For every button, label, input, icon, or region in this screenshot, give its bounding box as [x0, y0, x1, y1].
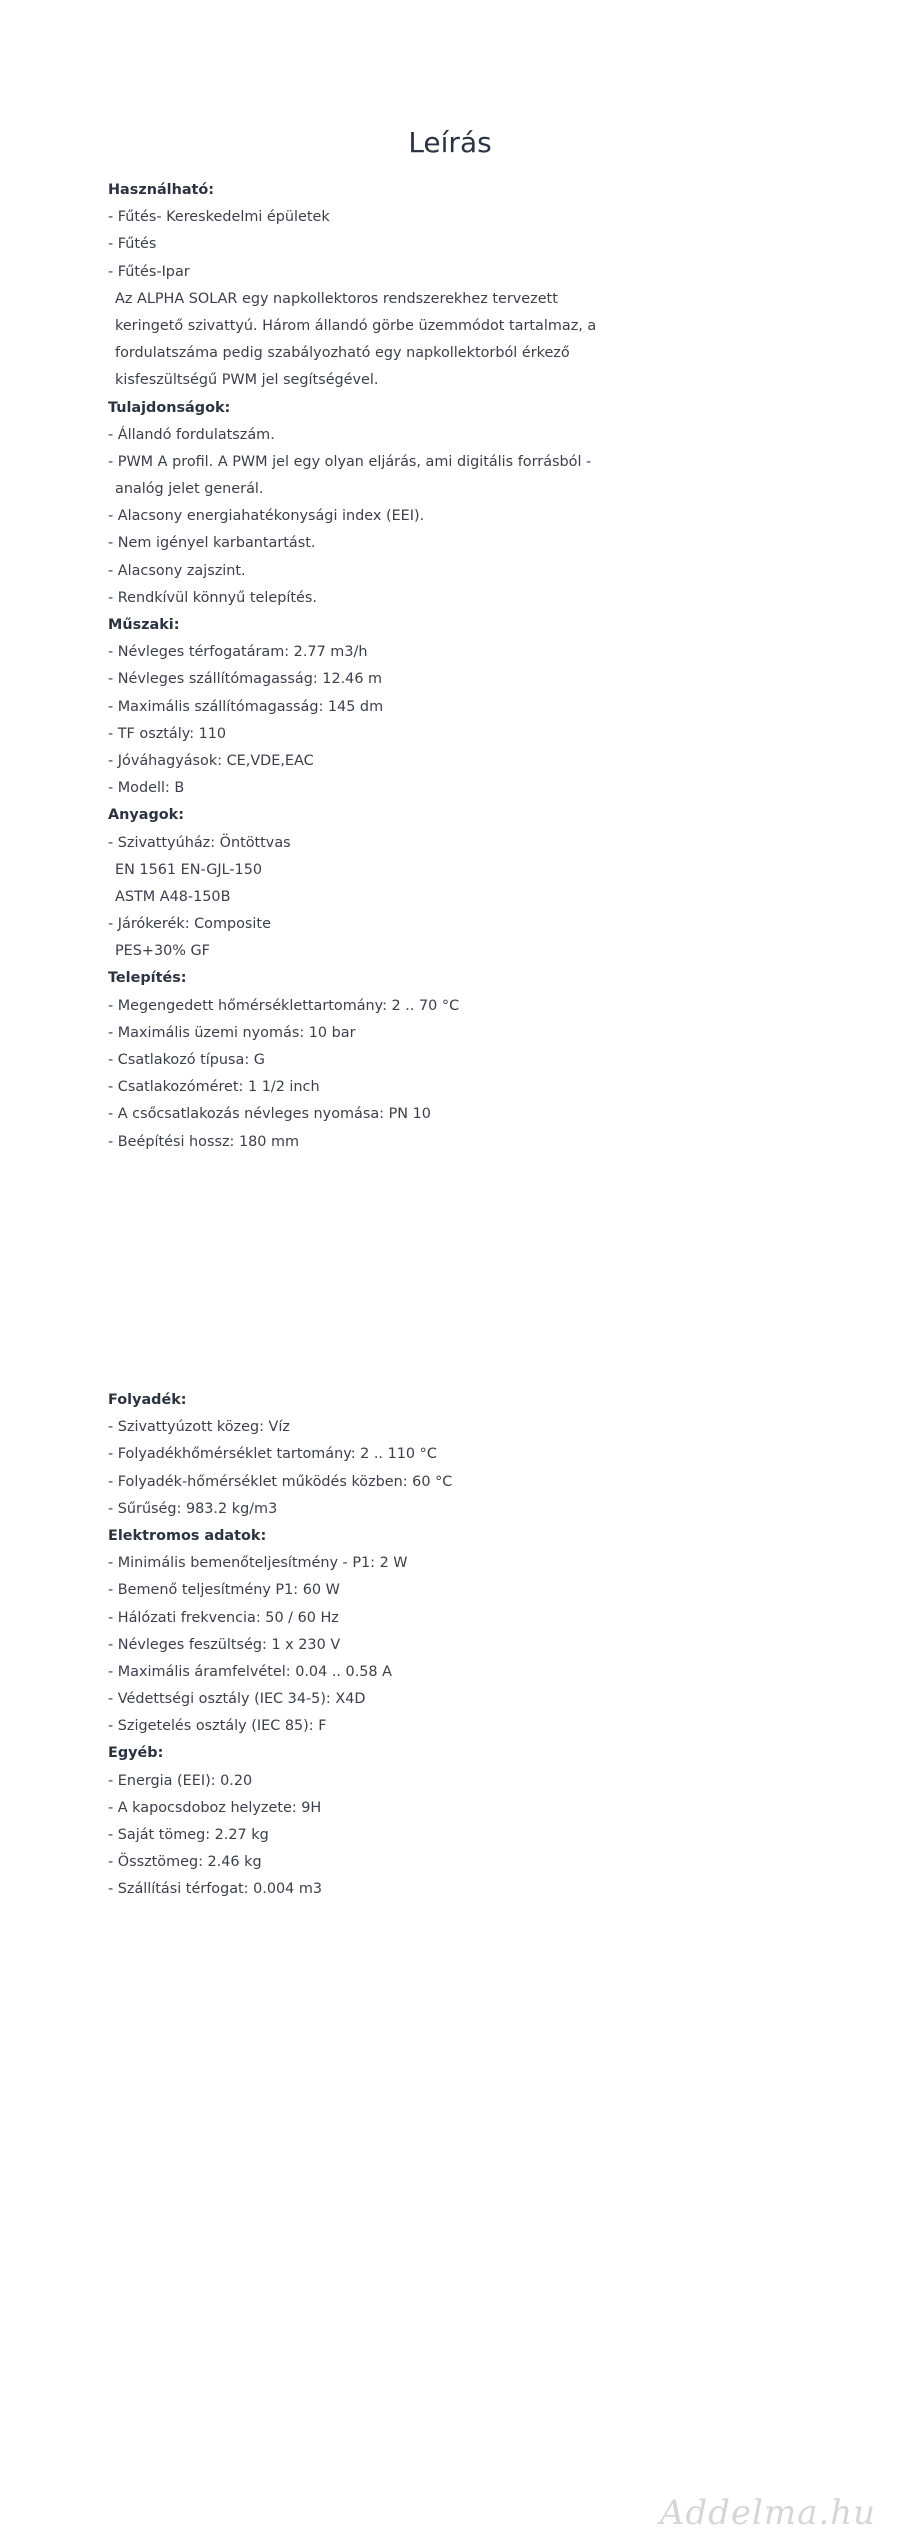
section-heading: Telepítés:	[108, 970, 187, 987]
description-line: analóg jelet generál.	[115, 481, 264, 498]
description-line: - Szivattyúzott közeg: Víz	[108, 1419, 290, 1436]
description-line: kisfeszültségű PWM jel segítségével.	[115, 372, 379, 389]
description-line: - Bemenő teljesítmény P1: 60 W	[108, 1582, 340, 1599]
description-line: - Megengedett hőmérséklettartomány: 2 .. 70 °C	[108, 997, 460, 1014]
section-heading: Elektromos adatok:	[108, 1527, 267, 1544]
description-line: - Állandó fordulatszám.	[108, 426, 275, 443]
description-line: - Össztömeg: 2.46 kg	[108, 1854, 262, 1871]
description-line: - Jóváhagyások: CE,VDE,EAC	[108, 752, 314, 769]
description-line: - Szigetelés osztály (IEC 85): F	[108, 1718, 327, 1735]
description-line: Az ALPHA SOLAR egy napkollektoros rendszerekhez tervezett	[115, 290, 558, 307]
description-line: - Névleges feszültség: 1 x 230 V	[108, 1636, 341, 1653]
description-line: - Saját tömeg: 2.27 kg	[108, 1827, 269, 1843]
description-block-2	[108, 1387, 628, 1904]
description-line: - Névleges térfogatáram: 2.77 m3/h	[108, 644, 368, 661]
description-line: - Szállítási térfogat: 0.004 m3	[108, 1881, 323, 1898]
description-line: - A kapocsdoboz helyzete: 9H	[108, 1799, 322, 1816]
description-line: PES+30% GF	[115, 943, 210, 960]
description-line: - Névleges szállítómagasság: 12.46 m	[108, 671, 383, 688]
description-line: - TF osztály: 110	[108, 725, 227, 742]
description-line: - Rendkívül könnyű telepítés.	[108, 589, 317, 606]
page-title: Leírás	[408, 126, 492, 159]
description-line: - Fűtés	[108, 236, 157, 253]
description-line: - Fűtés- Kereskedelmi épületek	[108, 209, 330, 226]
description-line: - Folyadék-hőmérséklet működés közben: 60 °C	[108, 1473, 453, 1490]
watermark-logo: Addelma.hu	[659, 2493, 876, 2533]
description-line: - A csőcsatlakozás névleges nyomása: PN 10	[108, 1106, 431, 1123]
description-line: - Modell: B	[108, 780, 185, 797]
description-line: - Csatlakozó típusa: G	[108, 1052, 265, 1068]
section-heading: Műszaki:	[108, 617, 180, 633]
description-line: - PWM A profil. A PWM jel egy olyan eljárás, ami digitális forrásból -	[108, 453, 592, 470]
section-heading: Folyadék:	[108, 1392, 187, 1408]
section-heading: Anyagok:	[108, 807, 184, 824]
description-line: keringető szivattyú. Három állandó görbe üzemmódot tartalmaz, a	[115, 317, 597, 334]
description-line: - Folyadékhőmérséklet tartomány: 2 .. 110 °C	[108, 1446, 437, 1463]
description-line: - Szivattyúház: Öntöttvas	[108, 834, 291, 851]
description-line: - Alacsony zajszint.	[108, 562, 246, 579]
section-heading: Használható:	[108, 182, 215, 198]
description-line: - Maximális áramfelvétel: 0.04 .. 0.58 A	[108, 1663, 392, 1680]
description-line: - Energia (EEI): 0.20	[108, 1772, 253, 1789]
description-line: - Beépítési hossz: 180 mm	[108, 1133, 300, 1150]
section-heading: Tulajdonságok:	[108, 399, 231, 416]
description-line: - Alacsony energiahatékonysági index (EEI).	[108, 508, 425, 525]
description-line: - Maximális szállítómagasság: 145 dm	[108, 698, 384, 715]
description-line: EN 1561 EN-GJL-150	[115, 861, 263, 878]
description-line: - Védettségi osztály (IEC 34-5): X4D	[108, 1691, 366, 1708]
description-line: - Minimális bemenőteljesítmény - P1: 2 W	[108, 1555, 408, 1572]
description-block-1	[108, 177, 628, 1156]
description-line: - Sűrűség: 983.2 kg/m3	[108, 1500, 278, 1517]
description-line: fordulatszáma pedig szabályozható egy napkollektorból érkező	[115, 345, 570, 362]
description-line: - Csatlakozóméret: 1 1/2 inch	[108, 1079, 320, 1096]
description-line: - Hálózati frekvencia: 50 / 60 Hz	[108, 1609, 339, 1626]
description-line: ASTM A48-150B	[115, 888, 231, 905]
section-heading: Egyéb:	[108, 1745, 164, 1762]
description-line: - Járókerék: Composite	[108, 916, 271, 933]
description-line: - Fűtés-Ipar	[108, 263, 190, 280]
description-line: - Maximális üzemi nyomás: 10 bar	[108, 1024, 356, 1041]
description-line: - Nem igényel karbantartást.	[108, 535, 316, 552]
